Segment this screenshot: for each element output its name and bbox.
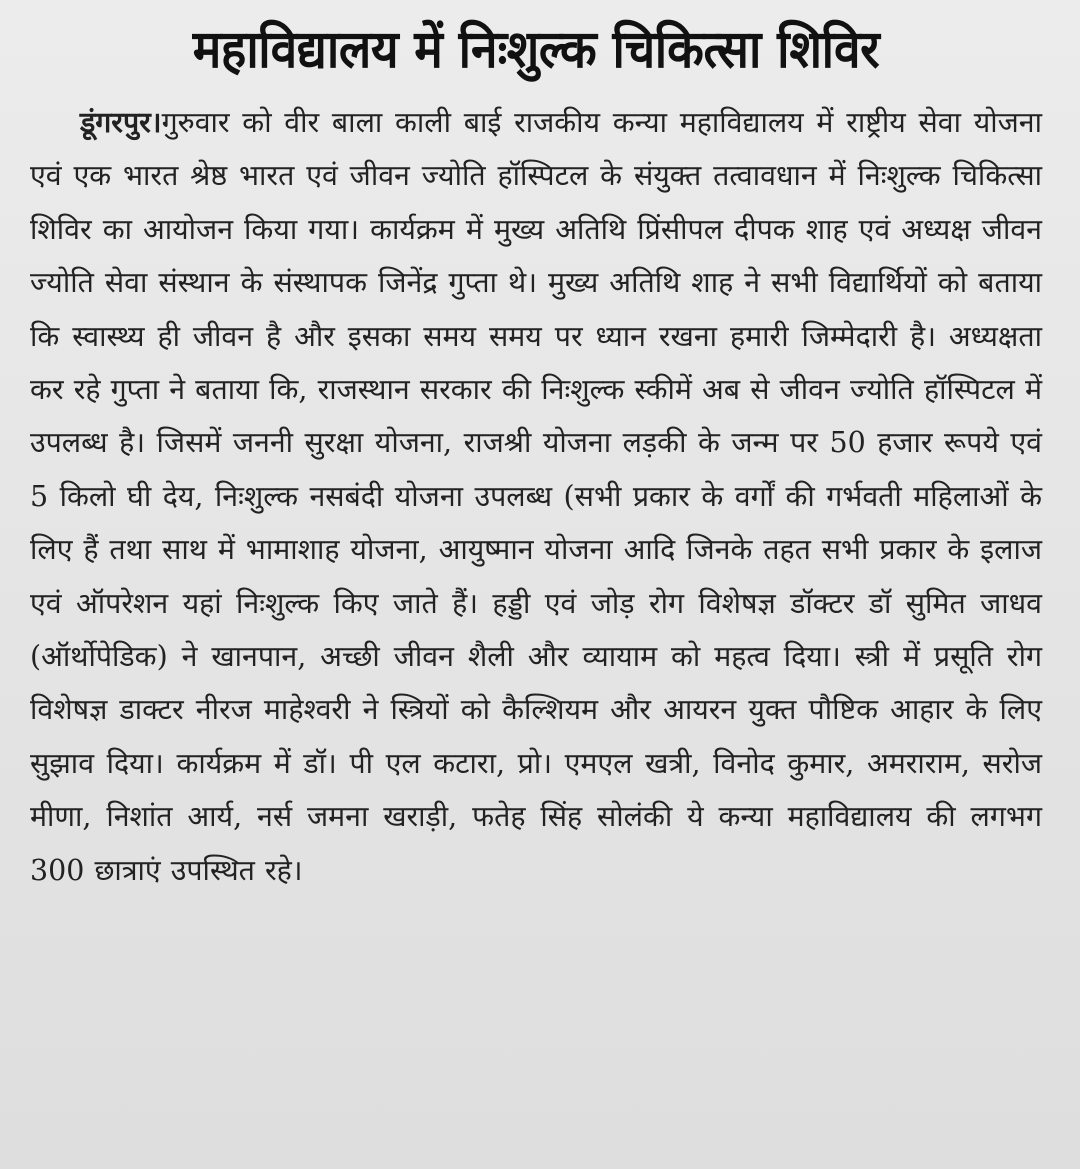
headline: महाविद्यालय में निःशुल्क चिकित्सा शिविर <box>192 20 880 80</box>
article-text: गुरुवार को वीर बाला काली बाई राजकीय कन्या महाविद्यालय में राष्ट्रीय सेवा योजना एवं एक भारत श्रेष्ठ भारत एवं जीवन ज्योति हॉस्पिटल के संयुक्त तत्वावधान में निःशुल्क चिकित्सा शिविर का आयोजन किया गया। कार्यक्रम में मुख्य अतिथि प्रिंसीपल दीपक शाह एवं अध्यक्ष जीवन ज्योति सेवा संस्थान के संस्थापक जिनेंद्र गुप्ता थे। मुख्य अतिथि शाह ने सभी विद्यार्थियों को बताया कि स्वास्थ्य ही जीवन है और इसका समय समय पर ध्यान रखना हमारी जिम्मेदारी है। अध्यक्षता कर रहे गुप्ता ने बताया कि, राजस्थान सरकार की निःशुल्क स्कीमें अब से जीवन ज्योति हॉस्पिटल में उपलब्ध है। जिसमें जननी सुरक्षा योजना, राजश्री योजना लड़की के जन्म पर 50 हजार रूपये एवं 5 किलो घी देय, निःशुल्क नसबंदी योजना उपलब्ध (सभी प्रकार के वर्गों की गर्भवती महिलाओं के लिए हैं तथा साथ में भामाशाह योजना, आयुष्मान योजना आदि जिनके तहत सभी प्रकार के इलाज एवं ऑपरेशन यहां निःशुल्क किए जाते हैं। हड्डी एवं जोड़ रोग विशेषज्ञ डॉक्टर डॉ सुमित जाधव (ऑर्थोपेडिक) ने खानपान, अच्छी जीवन शैली और व्यायाम को महत्व दिया। स्त्री में प्रसूति रोग विशेषज्ञ डाक्टर नीरज माहेश्वरी ने स्त्रियों को कैल्शियम और आयरन युक्त पौष्टिक आहार के लिए सुझाव दिया। कार्यक्रम में डॉ। पी एल कटारा, प्रो। एमएल खत्री, विनोद कुमार, अमराराम, सरोज मीणा, निशांत आर्य, नर्स जमना खराड़ी, फतेह सिंह सोलंकी ये कन्या महाविद्यालय की लगभग 300 छात्राएं उपस्थित रहे। <box>30 106 1042 887</box>
dateline: डूंगरपुर। <box>80 105 162 139</box>
article-body <box>30 96 1042 897</box>
